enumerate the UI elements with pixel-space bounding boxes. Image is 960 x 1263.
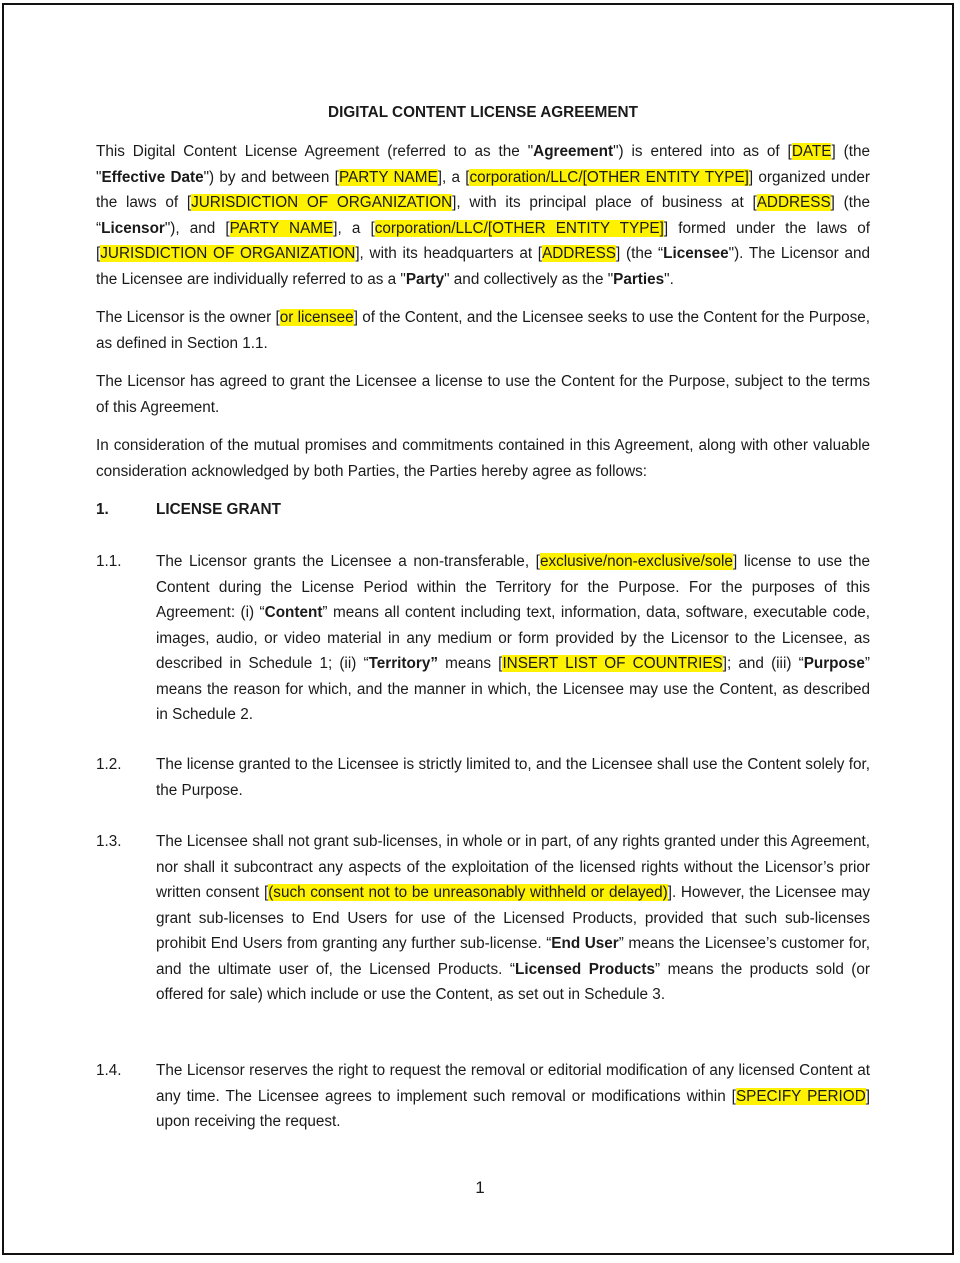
placeholder-or-licensee: or licensee (279, 309, 354, 326)
recital-consideration: In consideration of the mutual promises and commitments contained in this Agreement, along with other valuable consideration acknowledged by both Parties, the Parties hereby agree as follows: (96, 437, 870, 480)
clause-number: 1.4. (96, 1062, 122, 1079)
clause-number: 1.3. (96, 833, 122, 850)
recital-agreement: The Licensor has agreed to grant the Licensee a license to use the Content for the Purpose, subject to the terms of this Agreement. (96, 373, 870, 416)
placeholder-address-2: ADDRESS (542, 245, 617, 262)
page-number: 1 (475, 1178, 485, 1197)
recital-ownership: The Licensor is the owner [or licensee] of the Content, and the Licensee seeks to use the Content for the Purpose, as defined in Section 1.1. (96, 309, 870, 352)
term-end-user: End User (551, 935, 619, 952)
clause-number: 1.1. (96, 553, 122, 570)
placeholder-date: DATE (791, 143, 832, 160)
placeholder-entity-type-2: corporation/LLC/[OTHER ENTITY TYPE] (374, 219, 664, 237)
clause-text: The Licensor grants the Licensee a non-transferable, [exclusive/non-exclusive/sole] license to use the Content during the License Period within the Territory for the Purpose. For the purposes of this Agreement: (i) “Content” means all content including text, information, data, software, executable code, images, audio, or video material in any medium or form provided by the Licensor to the Licensee, as described in Schedule 1; (ii) “Territory” means [INSERT LIST OF COUNTRIES]; and (iii) “Purpose” means the reason for which, and the manner in which, the Licensee may use the Content, as described in Schedule 2. (156, 553, 870, 723)
term-party: Party (405, 270, 445, 288)
placeholder-consent-clause: (such consent not to be unreasonably withheld or delayed) (268, 884, 668, 901)
term-territory: Territory” (368, 655, 438, 672)
clause-text: The Licensee shall not grant sub-licenses, in whole or in part, of any rights granted under this Agreement, nor shall it subcontract any aspects of the exploitation of the licensed rights without the Licensor’s prior written consent [(such consent not to be unreasonably withheld or delayed)]. However, the Licensee may grant sub-licenses to End Users for use of the Licensed Products, provided that such sub-licenses prohibit End Users from granting any further sub-license. “End User” means the Licensee’s customer for, and the ultimate user of, the Licensed Products. “Licensed Products” means the products sold (or offered for sale) which include or use the Content, as set out in Schedule 3. (156, 833, 871, 1003)
document-page (2, 3, 954, 1255)
section-number: 1. (96, 501, 109, 518)
placeholder-countries: INSERT LIST OF COUNTRIES (502, 655, 723, 672)
clause-number: 1.2. (96, 756, 122, 773)
clause-text: The Licensor reserves the right to request the removal or editorial modification of any licensed Content at any time. The Licensee agrees to implement such removal or modifications within [SPECIFY PERIOD] upon receiving the request. (156, 1062, 870, 1130)
placeholder-jurisdiction-2: JURISDICTION OF ORGANIZATION (100, 245, 356, 262)
placeholder-period: SPECIFY PERIOD (735, 1087, 866, 1105)
placeholder-party-name: PARTY NAME (338, 168, 438, 186)
term-content: Content (264, 604, 323, 621)
term-effective-date: Effective Date (101, 168, 204, 186)
placeholder-address: ADDRESS (756, 194, 831, 211)
placeholder-exclusivity: exclusive/non-exclusive/sole (539, 553, 733, 570)
intro-paragraph: This Digital Content License Agreement (referred to as the "Agreement") is entered into as of [DATE] (the "Effective Date") by and between [PARTY NAME], a [corporation/LLC/[OTHER ENTITY TYPE]] organized under the laws of [JURISDICTION OF ORGANIZATION], with its principal place of business at [ADDRESS] (the “Licensor"), and [PARTY NAME], a [corporation/LLC/[OTHER ENTITY TYPE]] formed under the laws of [JURISDICTION OF ORGANIZATION], with its headquarters at [ADDRESS] (the “Licensee"). The Licensor and the Licensee are individually referred to as a "Party" and collectively as the "Parties". (96, 143, 871, 288)
term-licensee: Licensee (663, 245, 729, 262)
term-parties: Parties (613, 270, 665, 288)
term-licensor: Licensor (101, 219, 165, 237)
section-heading: LICENSE GRANT (156, 501, 281, 518)
placeholder-jurisdiction: JURISDICTION OF ORGANIZATION (191, 194, 453, 211)
term-licensed-products: Licensed Products (514, 960, 656, 978)
placeholder-party-name-2: PARTY NAME (229, 219, 334, 237)
term-agreement: Agreement (533, 143, 614, 160)
term-purpose: Purpose (803, 655, 865, 672)
document-title: DIGITAL CONTENT LICENSE AGREEMENT (328, 104, 638, 121)
placeholder-entity-type: corporation/LLC/[OTHER ENTITY TYPE] (469, 168, 749, 186)
clause-text: The license granted to the Licensee is strictly limited to, and the Licensee shall use the Content solely for, the Purpose. (156, 756, 870, 799)
